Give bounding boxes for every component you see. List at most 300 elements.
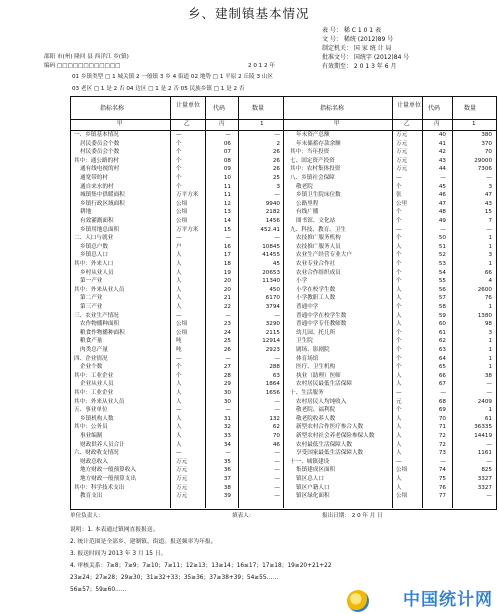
left-row-name: 乡村从业人员 bbox=[80, 269, 114, 276]
left-row-unit: — bbox=[176, 235, 182, 242]
right-row-name: 剧场、影剧院 bbox=[296, 347, 330, 353]
right-row-value: 825 bbox=[481, 467, 492, 474]
right-row-unit: 人 bbox=[396, 433, 402, 439]
left-row-code: — bbox=[225, 407, 231, 414]
right-row-code: 65 bbox=[438, 364, 446, 371]
right-row-unit: 个 bbox=[396, 338, 402, 345]
left-row-code: 18 bbox=[223, 261, 231, 267]
right-row-name: 敬老院、福利院 bbox=[296, 407, 336, 414]
left-row-unit: 个 bbox=[176, 149, 182, 156]
right-row-code: 52 bbox=[438, 252, 446, 259]
right-row-code: 64 bbox=[438, 355, 446, 362]
right-row-code: 55 bbox=[438, 278, 446, 285]
right-head-name: 指标名称 bbox=[320, 105, 345, 112]
right-row-value: — bbox=[486, 441, 492, 448]
right-row-name: 镇区总人口 bbox=[296, 476, 324, 482]
right-row-unit: 人 bbox=[396, 484, 402, 491]
right-row-name: 有线广播 bbox=[296, 209, 319, 216]
right-row-code: 66 bbox=[438, 372, 446, 379]
left-row-code: 24 bbox=[223, 329, 231, 336]
left-row-value: — bbox=[274, 484, 280, 491]
right-row-value: 38 bbox=[484, 372, 492, 379]
left-row-name: 财政供养人员合计 bbox=[80, 441, 125, 448]
right-row-code: 72 bbox=[438, 441, 446, 448]
right-row-name: 农村最低生活保障人数 bbox=[296, 441, 352, 448]
left-row-code: 11 bbox=[223, 183, 231, 190]
left-row-value: 26 bbox=[272, 166, 280, 173]
left-row-value: 1864 bbox=[265, 381, 280, 388]
right-row-value: 7306 bbox=[477, 166, 492, 173]
left-row-code: — bbox=[225, 355, 231, 362]
right-row-code: — bbox=[440, 390, 446, 396]
left-row-value: 452.41 bbox=[260, 226, 280, 233]
right-row-code: 68 bbox=[438, 398, 446, 405]
right-row-code: 46 bbox=[438, 192, 446, 199]
left-row-name: 其中：公务员 bbox=[74, 424, 108, 431]
left-head-code: 代码 bbox=[213, 105, 226, 112]
left-row-value: 10845 bbox=[262, 243, 280, 250]
right-row-code: 43 bbox=[438, 157, 446, 164]
left-row-unit: 人 bbox=[176, 295, 182, 302]
right-row-name: 享受国家最低生活保障人数 bbox=[296, 450, 364, 457]
form-title: 乡、建制镇基本情况 bbox=[188, 6, 310, 21]
left-row-value: 45 bbox=[272, 261, 280, 267]
right-row-name: 敬老院收养人数 bbox=[296, 415, 336, 422]
left-row-name: 事业编制 bbox=[80, 433, 103, 439]
left-row-value: 62 bbox=[272, 424, 280, 431]
left-row-unit: 公顷 bbox=[176, 321, 188, 328]
left-row-unit: 人 bbox=[176, 398, 182, 405]
unit-head-label: 单位负责人： bbox=[70, 513, 104, 519]
left-row-name: 其中：工业企业 bbox=[74, 390, 114, 396]
left-row-code: 15 bbox=[223, 226, 231, 233]
right-row-value: 3 bbox=[488, 252, 492, 259]
right-row-value: — bbox=[486, 175, 492, 181]
left-row-unit: 个 bbox=[176, 183, 182, 190]
left-row-name: 乡镇机构人数 bbox=[80, 415, 114, 422]
right-row-unit: 人 bbox=[396, 415, 402, 422]
right-row-unit: 人 bbox=[396, 312, 402, 319]
right-row-name: 幼儿园、托儿所 bbox=[296, 329, 336, 336]
left-row-value: 1656 bbox=[265, 390, 280, 396]
right-row-unit: 人 bbox=[396, 441, 402, 448]
left-row-code: 27 bbox=[223, 364, 231, 371]
right-row-value: 76 bbox=[484, 295, 492, 302]
left-col-sep-unit bbox=[170, 96, 171, 508]
left-row-code: 30 bbox=[223, 398, 231, 405]
right-row-code: 57 bbox=[438, 295, 446, 302]
right-row-value: 98 bbox=[484, 321, 492, 328]
right-row-unit: 万元 bbox=[396, 166, 408, 173]
left-row-unit: 人 bbox=[176, 381, 182, 388]
left-row-name: 粮食产量 bbox=[80, 338, 103, 345]
left-row-code: 14 bbox=[223, 218, 231, 224]
right-row-name: 镇区绿化面积 bbox=[296, 493, 330, 500]
right-row-unit: 元 bbox=[396, 398, 402, 405]
right-row-unit: 人 bbox=[396, 381, 402, 388]
left-row-code: 19 bbox=[223, 269, 231, 276]
left-row-unit: 人 bbox=[176, 424, 182, 431]
right-row-name: 敬老院 bbox=[296, 183, 313, 190]
left-row-code: 20 bbox=[223, 278, 231, 285]
note-line: 2. 统计范围是全部乡、建制镇、街道。报送频率为年报。 bbox=[70, 539, 217, 545]
center-divider bbox=[283, 96, 284, 508]
left-row-code: 11 bbox=[223, 192, 231, 199]
left-row-unit: 个 bbox=[176, 372, 182, 379]
right-row-name: 公路里程 bbox=[296, 200, 319, 207]
right-row-code: 69 bbox=[438, 407, 446, 414]
right-row-code: 54 bbox=[438, 269, 446, 276]
left-row-unit: 万元 bbox=[176, 458, 188, 465]
left-row-name: 耕地 bbox=[80, 209, 92, 216]
right-row-name: 农村居民最低生活保障 bbox=[296, 381, 352, 388]
right-row-unit: 人 bbox=[396, 424, 402, 431]
watermark-text: 中国统计网 bbox=[403, 590, 493, 610]
right-row-code: 41 bbox=[438, 140, 446, 147]
right-row-unit: — bbox=[396, 458, 402, 465]
right-row-value: 2600 bbox=[477, 286, 492, 293]
right-head-code: 代码 bbox=[428, 105, 441, 112]
left-row-name: 村民委员会个数 bbox=[80, 149, 120, 156]
right-sub-b: 乙 bbox=[404, 121, 410, 127]
left-row-unit: 万平方米 bbox=[176, 192, 199, 199]
left-row-unit: 人 bbox=[176, 278, 182, 285]
left-head-name: 指标名称 bbox=[100, 105, 125, 112]
right-row-value: 1161 bbox=[477, 450, 492, 457]
left-row-unit: — bbox=[176, 450, 182, 457]
left-row-value: 288 bbox=[269, 364, 280, 371]
left-row-name: 城镇集中供暖面积 bbox=[80, 192, 125, 199]
left-row-name: 乡镇行政区域面积 bbox=[80, 200, 125, 207]
right-row-name: 农村居民人均纯收入 bbox=[296, 398, 347, 405]
left-row-value: — bbox=[274, 355, 280, 362]
meta-doc-no: 文 号： 稀统 (2012)89 号 bbox=[322, 36, 394, 43]
right-row-unit: 人 bbox=[396, 476, 402, 482]
right-row-unit: 人 bbox=[396, 372, 402, 379]
note-line: 3. 报送时间为 2013 年 3 月 15 日。 bbox=[70, 551, 167, 557]
right-row-code: 67 bbox=[438, 381, 446, 388]
left-row-code: 28 bbox=[223, 372, 231, 379]
left-row-unit: — bbox=[176, 407, 182, 414]
left-row-name: 第二产业 bbox=[80, 295, 103, 302]
left-row-unit: 吨 bbox=[176, 347, 182, 353]
left-row-name: 四、企业情况 bbox=[74, 355, 108, 362]
right-row-unit: 公顷 bbox=[396, 493, 408, 500]
right-row-name: 小学在校学生数 bbox=[296, 286, 336, 293]
right-row-code: 63 bbox=[438, 347, 446, 353]
left-row-value: 2115 bbox=[265, 329, 280, 336]
left-row-unit: 人 bbox=[176, 433, 182, 439]
right-row-value: 3327 bbox=[477, 476, 492, 482]
right-row-value: 14419 bbox=[474, 433, 492, 439]
left-row-name: 乡镇总户数 bbox=[80, 243, 108, 250]
right-row-value: — bbox=[486, 381, 492, 388]
left-row-code: 13 bbox=[223, 209, 231, 216]
right-row-unit: 个 bbox=[396, 407, 402, 414]
left-row-code: 21 bbox=[223, 295, 231, 302]
right-row-name: 其中：农村集体投资 bbox=[290, 166, 341, 173]
right-row-unit: 个 bbox=[396, 235, 402, 242]
right-row-name: 卫生院 bbox=[296, 338, 313, 345]
right-row-name: 图书馆、文化站 bbox=[296, 218, 336, 224]
left-row-code: 35 bbox=[223, 458, 231, 465]
left-row-code: — bbox=[225, 235, 231, 242]
left-row-code: 23 bbox=[223, 321, 231, 328]
watermark-logo-icon bbox=[347, 590, 369, 612]
right-row-code: 73 bbox=[438, 450, 446, 457]
right-row-name: 新型农村合作医疗参合人数 bbox=[296, 424, 364, 431]
right-row-value: — bbox=[486, 390, 492, 396]
left-row-code: 25 bbox=[223, 338, 231, 345]
right-row-code: 61 bbox=[438, 329, 446, 336]
right-row-value: — bbox=[486, 458, 492, 465]
left-row-value: 3794 bbox=[265, 304, 280, 310]
left-row-name: 地方财政一般预算收入 bbox=[80, 467, 136, 474]
left-row-name: 第三产业 bbox=[80, 304, 103, 310]
left-row-unit: 个 bbox=[176, 140, 182, 147]
right-row-unit: 个 bbox=[396, 218, 402, 224]
right-row-name: 普通中学专任教师数 bbox=[296, 321, 347, 328]
right-row-name: 乡镇卫生院床位数 bbox=[296, 192, 341, 199]
right-row-code: 58 bbox=[438, 304, 446, 310]
left-row-value: — bbox=[274, 192, 280, 199]
right-row-name: 农业专业合作社 bbox=[296, 261, 336, 267]
left-row-value: 3 bbox=[276, 183, 280, 190]
left-row-unit: 人 bbox=[176, 261, 182, 267]
right-row-code: 49 bbox=[438, 218, 446, 224]
right-row-unit: 万元 bbox=[396, 140, 408, 147]
left-row-unit: 公顷 bbox=[176, 218, 188, 224]
left-row-unit: 个 bbox=[176, 175, 182, 181]
left-row-code: 31 bbox=[223, 415, 231, 422]
left-row-code: 30 bbox=[223, 390, 231, 396]
right-row-name: 九、科技、教育、卫生 bbox=[290, 226, 346, 233]
right-row-value: 1 bbox=[488, 243, 492, 250]
left-row-name: 六、财政收支情况 bbox=[74, 450, 119, 457]
code-line: 编码 □□□□□□□□□□□□ bbox=[44, 63, 121, 69]
right-row-name: 年末储蓄存款余额 bbox=[296, 140, 341, 147]
left-row-value: — bbox=[274, 407, 280, 414]
right-row-unit: — bbox=[396, 226, 402, 233]
right-row-code: — bbox=[440, 226, 446, 233]
left-row-value: 63 bbox=[272, 372, 280, 379]
left-row-name: 五、事业单位 bbox=[74, 407, 108, 414]
right-row-code: 70 bbox=[438, 415, 446, 422]
left-row-name: 其中：工业企业 bbox=[74, 372, 114, 379]
right-head-value: 数量 bbox=[464, 105, 477, 112]
left-row-code: 26 bbox=[223, 347, 231, 353]
right-row-unit: 个 bbox=[396, 364, 402, 371]
left-row-name: 通有线电视的村 bbox=[80, 166, 120, 173]
right-row-name: 农技推广服务机构 bbox=[296, 235, 341, 242]
right-row-unit: 个 bbox=[396, 355, 402, 362]
right-row-value: — bbox=[486, 493, 492, 500]
right-row-value: 3 bbox=[488, 329, 492, 336]
sub-rule bbox=[70, 130, 496, 131]
left-row-code: — bbox=[225, 450, 231, 457]
right-row-code: 53 bbox=[438, 261, 446, 267]
left-row-unit: 万平方米 bbox=[176, 226, 199, 233]
right-row-code: 59 bbox=[438, 312, 446, 319]
right-row-value: — bbox=[486, 226, 492, 233]
left-sub-b: 乙 bbox=[184, 121, 190, 127]
region-line: 邵阳 市(州) 隆回 县 西洋江 乡(镇) bbox=[44, 54, 129, 60]
right-row-value: 36335 bbox=[474, 424, 492, 431]
note-line: 说明：1. 本表通过镇网直报报送。 bbox=[70, 527, 159, 533]
left-row-unit: 人 bbox=[176, 415, 182, 422]
right-row-code: 42 bbox=[438, 149, 446, 156]
right-row-code: 76 bbox=[438, 484, 446, 491]
right-row-code: 72 bbox=[438, 433, 446, 439]
left-row-value: 2 bbox=[276, 140, 280, 147]
left-row-name: 通宽带的村 bbox=[80, 175, 108, 181]
left-row-value: 26 bbox=[272, 157, 280, 164]
left-row-unit: 人 bbox=[176, 304, 182, 310]
right-row-name: 医疗、卫生机构 bbox=[296, 364, 336, 371]
left-row-name: 农作物播种面积 bbox=[80, 321, 120, 328]
right-row-name: 集镇建成区面积 bbox=[296, 467, 336, 474]
left-row-name: 其中：通公路的村 bbox=[74, 157, 119, 164]
right-row-code: 45 bbox=[438, 183, 446, 190]
left-row-unit: 万元 bbox=[176, 467, 188, 474]
left-row-unit: 个 bbox=[176, 157, 182, 164]
right-row-value: 1 bbox=[488, 355, 492, 362]
left-row-code: 20 bbox=[223, 286, 231, 293]
right-row-value: 2409 bbox=[477, 398, 492, 405]
left-row-value: — bbox=[274, 235, 280, 242]
left-row-value: 450 bbox=[269, 286, 280, 293]
left-row-value: 41455 bbox=[262, 252, 280, 259]
right-row-name: 新型农村社会养老保险参保人数 bbox=[296, 433, 375, 439]
filler-label: 填表人： bbox=[232, 513, 255, 519]
right-row-value: 370 bbox=[481, 140, 492, 147]
right-row-name: 十、生活服务 bbox=[290, 390, 324, 396]
right-row-value: 1 bbox=[488, 235, 492, 242]
left-head-unit: 计量单位 bbox=[176, 102, 201, 109]
right-row-unit: 张 bbox=[396, 192, 402, 199]
right-row-name: 年末资产总额 bbox=[296, 132, 330, 138]
left-row-name: 教育支出 bbox=[80, 493, 103, 500]
left-col-sep-code bbox=[205, 96, 206, 508]
head-rule bbox=[70, 119, 496, 120]
right-row-value: 380 bbox=[481, 132, 492, 138]
right-row-unit: 个 bbox=[396, 183, 402, 190]
left-row-value: 132 bbox=[269, 415, 280, 422]
left-sub-a: 甲 bbox=[117, 121, 123, 127]
left-row-unit: — bbox=[176, 132, 182, 138]
area-line: 03 老区 □ 1 是 2 否 04 边区 □ 1 是 2 否 05 民族乡镇 □ 1 是 2 否 bbox=[72, 86, 245, 92]
right-row-code: 50 bbox=[438, 235, 446, 242]
left-row-name: 肉类总产量 bbox=[80, 347, 108, 353]
right-row-value: 4 bbox=[488, 278, 492, 285]
left-row-code: 34 bbox=[223, 441, 231, 448]
right-row-value: 1380 bbox=[477, 312, 492, 319]
right-sub-1: 1 bbox=[472, 121, 476, 127]
right-row-name: 八、乡镇社会保障 bbox=[290, 175, 335, 181]
right-row-unit: 公顷 bbox=[396, 467, 408, 474]
left-row-value: 46 bbox=[272, 441, 280, 448]
left-row-unit: 个 bbox=[176, 364, 182, 371]
right-row-code: — bbox=[440, 458, 446, 465]
right-col-sep-code bbox=[422, 96, 423, 508]
left-row-value: — bbox=[274, 312, 280, 319]
left-row-value: 25 bbox=[272, 175, 280, 181]
left-row-unit: 个 bbox=[176, 166, 182, 173]
left-row-code: 38 bbox=[223, 484, 231, 491]
right-row-unit: 人 bbox=[396, 321, 402, 328]
right-row-unit: 个 bbox=[396, 261, 402, 267]
right-row-unit: 个 bbox=[396, 252, 402, 259]
right-row-name: 镇区户籍人口 bbox=[296, 484, 330, 491]
year-label: 2 0 1 2 年 bbox=[248, 63, 275, 69]
left-row-unit: — bbox=[176, 312, 182, 319]
left-row-code: 22 bbox=[223, 304, 231, 310]
left-row-code: 07 bbox=[223, 149, 231, 156]
left-row-name: 乡镇总人口 bbox=[80, 252, 108, 259]
right-row-name: 农业生产经营专业大户 bbox=[296, 252, 352, 259]
right-row-name: 执业（助理）医师 bbox=[296, 372, 341, 379]
right-row-unit: 万元 bbox=[396, 132, 408, 138]
right-row-value: 43 bbox=[484, 200, 492, 207]
left-row-value: — bbox=[274, 476, 280, 482]
left-row-code: 12 bbox=[223, 200, 231, 207]
right-row-value: 47 bbox=[484, 192, 492, 199]
right-row-code: 71 bbox=[438, 424, 446, 431]
right-row-unit: 公里 bbox=[396, 200, 408, 207]
right-row-unit: 万元 bbox=[396, 157, 408, 164]
left-row-code: — bbox=[225, 132, 231, 138]
right-row-name: 七、固定资产投资 bbox=[290, 157, 335, 164]
left-row-unit: 人 bbox=[176, 252, 182, 259]
left-row-unit: 万元 bbox=[176, 476, 188, 482]
left-head-value: 数量 bbox=[252, 105, 265, 112]
left-row-name: 粮食作物播种面积 bbox=[80, 329, 125, 336]
right-row-code: 77 bbox=[438, 493, 446, 500]
right-row-unit: 个 bbox=[396, 269, 402, 276]
left-row-code: 39 bbox=[223, 493, 231, 500]
right-row-value: 61 bbox=[484, 415, 492, 422]
left-row-value: — bbox=[274, 398, 280, 405]
right-row-code: 62 bbox=[438, 338, 446, 345]
left-row-name: 一、乡镇基本情况 bbox=[74, 132, 119, 138]
right-row-value: 1 bbox=[488, 347, 492, 353]
left-col-sep-value bbox=[238, 96, 239, 508]
right-row-unit: 个 bbox=[396, 209, 402, 216]
left-row-name: 其中：科学技术支出 bbox=[74, 484, 125, 491]
left-row-value: — bbox=[274, 467, 280, 474]
right-row-name: 其中：当年投资 bbox=[290, 149, 330, 156]
right-row-unit: 万元 bbox=[396, 149, 408, 156]
right-col-sep-unit bbox=[392, 96, 393, 508]
left-row-code: 36 bbox=[223, 467, 231, 474]
left-sub-c: 丙 bbox=[219, 121, 225, 127]
left-row-name: 其中：外来人口 bbox=[74, 261, 114, 267]
left-row-unit: 吨 bbox=[176, 338, 182, 345]
left-row-name: 乡镇用地总面积 bbox=[80, 226, 120, 233]
left-row-value: 6170 bbox=[265, 295, 280, 302]
left-row-code: 29 bbox=[223, 381, 231, 388]
left-row-name: 通自来水的村 bbox=[80, 183, 114, 190]
note-line: 56≥57；59≥60…… bbox=[70, 587, 127, 593]
right-row-unit: 人 bbox=[396, 450, 402, 457]
right-row-value: 1 bbox=[488, 338, 492, 345]
right-row-value: 7 bbox=[488, 218, 492, 224]
note-line: 23≥24；27≥28；29≥30；31≥32+33；35≥36；37≥38+39；54≥55…… bbox=[70, 575, 279, 581]
right-row-value: 29000 bbox=[474, 157, 492, 164]
right-row-value: 70 bbox=[484, 149, 492, 156]
right-row-name: 普通中学 bbox=[296, 304, 319, 310]
left-row-value: 9940 bbox=[265, 200, 280, 207]
